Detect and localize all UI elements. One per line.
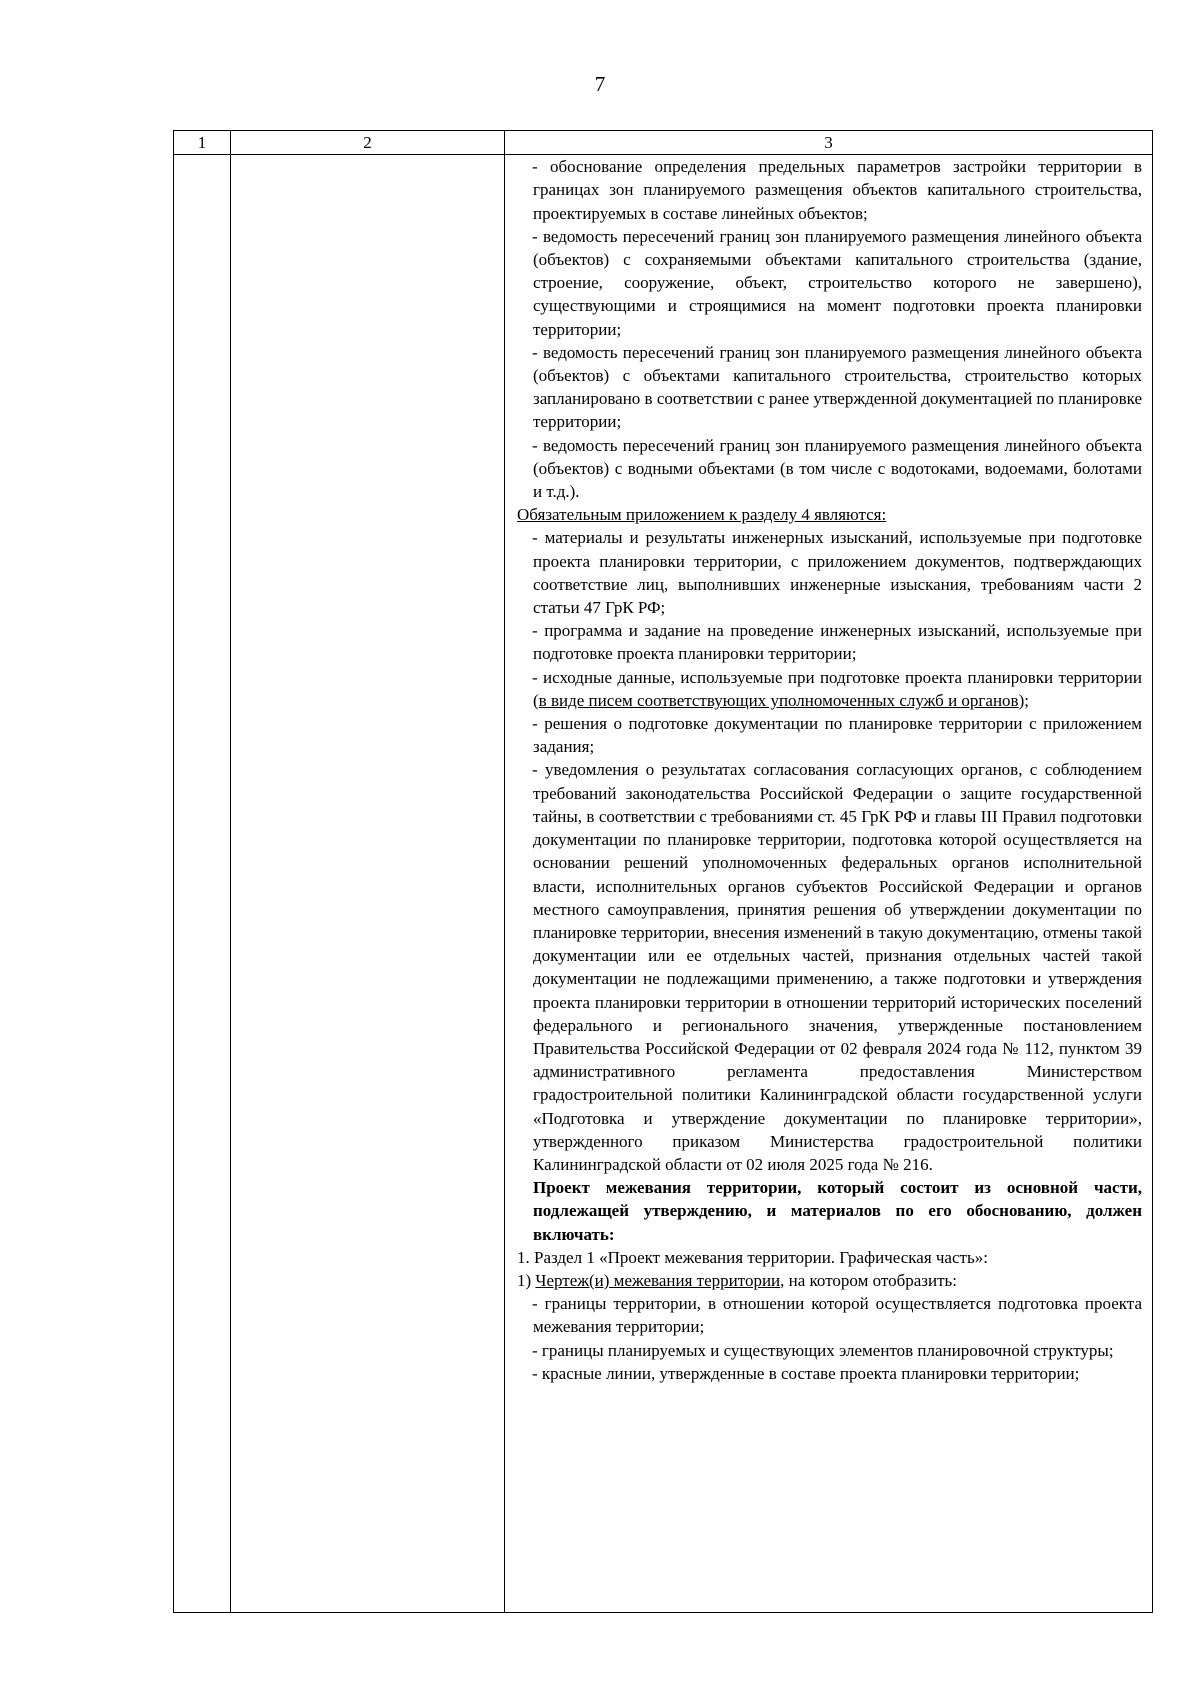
list-item: - материалы и результаты инженерных изысканий, используемые при подготовке проекта планировки территории, с приложением документов, подтверждающих соответствие лиц, выполнивших инженерные изыскания, требованиям части 2 статьи 47 ГрК РФ;	[532, 528, 1142, 618]
list-item: - ведомость пересечений границ зон планируемого размещения линейного объекта (объектов) с водными объектами (в том числе с водотоками, водоемами, болотами и т.д.).	[532, 435, 1142, 502]
initial-data-end: );	[1018, 690, 1029, 710]
requirements-table	[173, 130, 1153, 1613]
bold-paragraph: Проект межевания территории, который состоит из основной части, подлежащей утверждению, и материалов по его обоснованию, должен включать:	[533, 1178, 1142, 1244]
item-1-prefix: 1)	[517, 1270, 536, 1290]
item-1	[517, 1269, 1142, 1292]
cell-col-1	[174, 155, 231, 1613]
list-item: - красные линии, утвержденные в составе проекта планировки территории;	[532, 1363, 1080, 1383]
section-1-heading: 1. Раздел 1 «Проект межевания территории. Графическая часть»:	[517, 1247, 988, 1267]
cell-col-2	[231, 155, 505, 1613]
list-item: - границы территории, в отношении которой осуществляется подготовка проекта межевания территории;	[532, 1294, 1142, 1337]
list-item: - ведомость пересечений границ зон планируемого размещения линейного объекта (объектов) с объектами капитального строительства, строительство которых запланировано в соответствии с ранее утвержденной документацией по планировке территории;	[532, 342, 1142, 432]
cell-col-3	[505, 155, 1153, 1613]
list-item: - границы планируемых и существующих элементов планировочной структуры;	[532, 1340, 1114, 1360]
table-row	[174, 155, 1153, 1613]
header-col-2: 2	[231, 131, 505, 155]
table-header-row	[174, 131, 1153, 155]
list-item: - ведомость пересечений границ зон планируемого размещения линейного объекта (объектов) с сохраняемыми объектами капитального строительства (здание, строение, сооружение, объект, строительство которого не завершено), существующими и строящимися на момент подготовки проекта планировки территории;	[532, 226, 1142, 339]
page-number: 7	[594, 72, 606, 96]
initial-data-underlined: в виде писем соответствующих уполномоченных служб и органов	[538, 690, 1019, 710]
item-1-suffix: , на котором отобразить:	[780, 1270, 957, 1290]
header-col-1: 1	[174, 131, 231, 155]
header-col-3: 3	[505, 131, 1153, 155]
list-item: - программа и задание на проведение инженерных изысканий, используемые при подготовке проекта планировки территории;	[532, 621, 1142, 664]
initial-data-text: - исходные данные, используемые при подготовке проекта планировки территории (	[532, 667, 1142, 710]
item-1-underlined: Чертеж(и) межевания территории	[535, 1270, 781, 1290]
list-item: - уведомления о результатах согласования согласующих органов, с соблюдением требований законодательства Российской Федерации о защите государственной тайны, в соответствии с требованиями ст. 45 ГрК РФ и главы III Правил подготовки документации по планировке территории, подготовка которой осуществляется на основании решений уполномоченных федеральных органов исполнительной власти, исполнительных органов субъектов Российской Федерации и органов местного самоуправления, принятия решения об утверждении документации по планировке территории, внесения изменений в такую документацию, отмены такой документации или ее отдельных частей, признания отдельных частей такой документации не подлежащими применению, а также подготовки и утверждения проекта планировки территории в отношении территорий исторических поселений федерального и регионального значения, утвержденные постановлением Правительства Российской Федерации от 02 февраля 2024 года № 112, пунктом 39 административного регламента предоставления Министерством градостроительной политики Калининградской области государственной услуги «Подготовка и утверждение документации по планировке территории», утвержденного приказом Министерства градостроительной политики Калининградской области от 02 июля 2025 года № 216.	[532, 760, 1142, 1174]
list-item: - обоснование определения предельных параметров застройки территории в границах зон планируемого размещения объектов капитального строительства, проектируемых в составе линейных объектов;	[532, 157, 1142, 223]
appendix-heading: Обязательным приложением к разделу 4 являются:	[517, 505, 887, 525]
list-item-initial-data	[517, 666, 1142, 712]
list-item: - решения о подготовке документации по планировке территории с приложением задания;	[532, 714, 1142, 757]
